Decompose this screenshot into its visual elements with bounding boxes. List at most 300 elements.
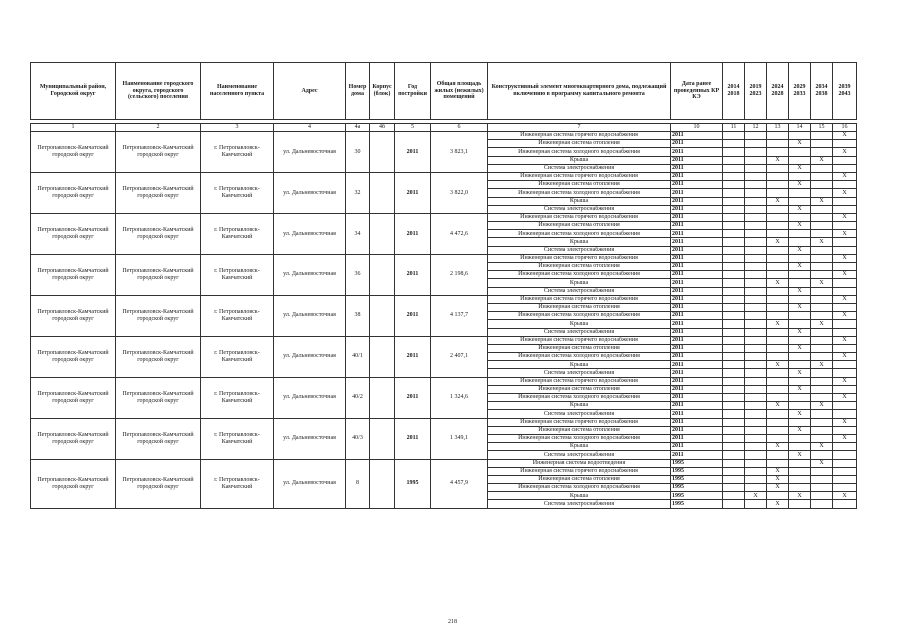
period-mark-cell bbox=[745, 238, 767, 246]
repair-date-cell: 2011 bbox=[671, 140, 723, 148]
column-number: 3 bbox=[201, 124, 274, 132]
period-mark-cell bbox=[745, 475, 767, 483]
street-cell: ул. Дальневосточная bbox=[274, 418, 346, 459]
period-mark-cell bbox=[811, 418, 833, 426]
period-mark-cell bbox=[833, 303, 857, 311]
period-mark-cell: X bbox=[833, 434, 857, 442]
period-mark-cell bbox=[833, 246, 857, 254]
period-mark-cell bbox=[811, 164, 833, 172]
period-mark-cell bbox=[811, 254, 833, 262]
period-mark-cell bbox=[723, 467, 745, 475]
repair-date-cell: 2011 bbox=[671, 246, 723, 254]
district-cell: Петропавловск-Камчатский городской округ bbox=[31, 295, 116, 336]
repair-date-cell: 2011 bbox=[671, 451, 723, 459]
period-mark-cell bbox=[789, 402, 811, 410]
repair-date-cell: 2011 bbox=[671, 402, 723, 410]
period-mark-cell bbox=[723, 189, 745, 197]
period-mark-cell bbox=[745, 213, 767, 221]
table-row bbox=[31, 459, 857, 467]
period-mark-cell bbox=[767, 287, 789, 295]
house-number-cell: 34 bbox=[346, 213, 370, 254]
period-mark-cell: X bbox=[811, 443, 833, 451]
period-mark-cell bbox=[767, 394, 789, 402]
period-mark-cell bbox=[723, 344, 745, 352]
repair-date-cell: 2011 bbox=[671, 238, 723, 246]
period-mark-cell bbox=[723, 295, 745, 303]
period-mark-cell bbox=[789, 238, 811, 246]
repair-date-cell: 2011 bbox=[671, 377, 723, 385]
period-mark-cell bbox=[833, 426, 857, 434]
period-mark-cell bbox=[811, 263, 833, 271]
period-mark-cell bbox=[723, 164, 745, 172]
period-mark-cell bbox=[789, 197, 811, 205]
period-mark-cell bbox=[723, 230, 745, 238]
period-mark-cell bbox=[833, 328, 857, 336]
period-mark-cell: X bbox=[789, 451, 811, 459]
period-mark-cell bbox=[723, 320, 745, 328]
period-mark-cell bbox=[745, 426, 767, 434]
period-mark-cell bbox=[811, 271, 833, 279]
period-mark-cell bbox=[723, 238, 745, 246]
element-cell: Инженерная система горячего водоснабжения bbox=[488, 418, 671, 426]
period-mark-cell bbox=[789, 156, 811, 164]
repair-date-cell: 2011 bbox=[671, 394, 723, 402]
period-mark-cell: X bbox=[767, 475, 789, 483]
period-mark-cell: X bbox=[833, 132, 857, 140]
street-cell: ул. Дальневосточная bbox=[274, 213, 346, 254]
period-mark-cell bbox=[767, 369, 789, 377]
period-mark-cell: X bbox=[833, 189, 857, 197]
period-mark-cell bbox=[789, 295, 811, 303]
period-mark-cell: X bbox=[811, 279, 833, 287]
area-cell: 3 823,1 bbox=[431, 132, 488, 173]
period-mark-cell bbox=[833, 344, 857, 352]
period-mark-cell bbox=[811, 426, 833, 434]
period-mark-cell bbox=[745, 451, 767, 459]
period-mark-cell bbox=[811, 132, 833, 140]
build-year-cell: 2011 bbox=[395, 295, 431, 336]
period-mark-cell bbox=[789, 279, 811, 287]
header-cell: Год постройки bbox=[395, 63, 431, 120]
period-mark-cell bbox=[745, 467, 767, 475]
table-row bbox=[31, 295, 857, 303]
district-cell: Петропавловск-Камчатский городской округ bbox=[31, 336, 116, 377]
header-row bbox=[31, 63, 857, 120]
period-mark-cell bbox=[723, 475, 745, 483]
area-cell: 2 407,1 bbox=[431, 336, 488, 377]
period-mark-cell bbox=[789, 312, 811, 320]
period-mark-cell bbox=[811, 475, 833, 483]
period-mark-cell: X bbox=[789, 492, 811, 500]
column-number: 15 bbox=[811, 124, 833, 132]
repair-date-cell: 1995 bbox=[671, 459, 723, 467]
house-number-cell: 40/2 bbox=[346, 377, 370, 418]
period-mark-cell bbox=[745, 295, 767, 303]
build-year-cell: 2011 bbox=[395, 172, 431, 213]
element-cell: Инженерная система отопления bbox=[488, 426, 671, 434]
locality-cell: г. Петропавловск-Камчатский bbox=[201, 418, 274, 459]
period-mark-cell bbox=[767, 451, 789, 459]
element-cell: Система электроснабжения bbox=[488, 164, 671, 172]
period-mark-cell bbox=[789, 189, 811, 197]
element-cell: Инженерная система холодного водоснабжения bbox=[488, 353, 671, 361]
header-cell: Наименование населенного пункта bbox=[201, 63, 274, 120]
period-mark-cell bbox=[723, 254, 745, 262]
period-mark-cell bbox=[811, 344, 833, 352]
period-mark-cell bbox=[789, 394, 811, 402]
period-mark-cell bbox=[833, 181, 857, 189]
period-mark-cell: X bbox=[789, 328, 811, 336]
house-number-cell: 40/3 bbox=[346, 418, 370, 459]
column-number: 5 bbox=[395, 124, 431, 132]
period-mark-cell bbox=[723, 263, 745, 271]
repair-date-cell: 2011 bbox=[671, 344, 723, 352]
header-cell: 2039 2043 bbox=[833, 63, 857, 120]
period-mark-cell bbox=[833, 205, 857, 213]
element-cell: Система электроснабжения bbox=[488, 369, 671, 377]
period-mark-cell bbox=[723, 222, 745, 230]
repair-date-cell: 2011 bbox=[671, 156, 723, 164]
build-year-cell: 2011 bbox=[395, 418, 431, 459]
period-mark-cell bbox=[723, 451, 745, 459]
period-mark-cell: X bbox=[833, 148, 857, 156]
period-mark-cell: X bbox=[789, 246, 811, 254]
repair-date-cell: 2011 bbox=[671, 410, 723, 418]
period-mark-cell bbox=[723, 156, 745, 164]
period-mark-cell bbox=[811, 451, 833, 459]
element-cell: Инженерная система холодного водоснабжения bbox=[488, 230, 671, 238]
period-mark-cell bbox=[745, 394, 767, 402]
header-cell: 2024 2028 bbox=[767, 63, 789, 120]
period-mark-cell: X bbox=[789, 287, 811, 295]
element-cell: Крыша bbox=[488, 279, 671, 287]
period-mark-cell bbox=[811, 385, 833, 393]
repair-date-cell: 2011 bbox=[671, 434, 723, 442]
settlement-cell: Петропавловск-Камчатский городской округ bbox=[116, 254, 201, 295]
period-mark-cell bbox=[833, 222, 857, 230]
period-mark-cell bbox=[833, 263, 857, 271]
element-cell: Инженерная система холодного водоснабжения bbox=[488, 434, 671, 442]
period-mark-cell bbox=[789, 443, 811, 451]
period-mark-cell: X bbox=[833, 377, 857, 385]
repair-date-cell: 2011 bbox=[671, 426, 723, 434]
period-mark-cell bbox=[745, 279, 767, 287]
period-mark-cell bbox=[767, 230, 789, 238]
period-mark-cell bbox=[745, 197, 767, 205]
period-mark-cell bbox=[789, 475, 811, 483]
column-number: 14 bbox=[789, 124, 811, 132]
build-year-cell: 1995 bbox=[395, 459, 431, 508]
repair-date-cell: 2011 bbox=[671, 164, 723, 172]
period-mark-cell bbox=[767, 426, 789, 434]
element-cell: Крыша bbox=[488, 443, 671, 451]
header-cell: Общая площадь жилых (нежилых) помещений bbox=[431, 63, 488, 120]
period-mark-cell bbox=[723, 181, 745, 189]
period-mark-cell bbox=[745, 312, 767, 320]
element-cell: Инженерная система горячего водоснабжения bbox=[488, 254, 671, 262]
period-mark-cell bbox=[723, 385, 745, 393]
element-cell: Система электроснабжения bbox=[488, 328, 671, 336]
period-mark-cell: X bbox=[767, 197, 789, 205]
element-cell: Система электроснабжения bbox=[488, 500, 671, 508]
repair-date-cell: 2011 bbox=[671, 295, 723, 303]
period-mark-cell: X bbox=[767, 467, 789, 475]
element-cell: Инженерная система холодного водоснабжения bbox=[488, 189, 671, 197]
period-mark-cell bbox=[723, 459, 745, 467]
period-mark-cell: X bbox=[833, 271, 857, 279]
period-mark-cell bbox=[833, 361, 857, 369]
period-mark-cell bbox=[767, 418, 789, 426]
element-cell: Инженерная система отопления bbox=[488, 222, 671, 230]
period-mark-cell: X bbox=[833, 312, 857, 320]
period-mark-cell bbox=[789, 213, 811, 221]
repair-date-cell: 1995 bbox=[671, 500, 723, 508]
period-mark-cell bbox=[723, 402, 745, 410]
house-number-cell: 32 bbox=[346, 172, 370, 213]
district-cell: Петропавловск-Камчатский городской округ bbox=[31, 172, 116, 213]
district-cell: Петропавловск-Камчатский городской округ bbox=[31, 254, 116, 295]
area-cell: 1 324,6 bbox=[431, 377, 488, 418]
corpus-cell bbox=[370, 336, 395, 377]
period-mark-cell: X bbox=[811, 238, 833, 246]
period-mark-cell bbox=[745, 402, 767, 410]
period-mark-cell: X bbox=[789, 181, 811, 189]
period-mark-cell bbox=[833, 279, 857, 287]
street-cell: ул. Дальневосточная bbox=[274, 132, 346, 173]
locality-cell: г. Петропавловск-Камчатский bbox=[201, 377, 274, 418]
repair-date-cell: 2011 bbox=[671, 418, 723, 426]
period-mark-cell bbox=[745, 205, 767, 213]
column-number: 7 bbox=[488, 124, 671, 132]
period-mark-cell bbox=[723, 140, 745, 148]
period-mark-cell bbox=[745, 353, 767, 361]
period-mark-cell bbox=[745, 320, 767, 328]
period-mark-cell: X bbox=[767, 156, 789, 164]
period-mark-cell bbox=[789, 148, 811, 156]
period-mark-cell bbox=[767, 172, 789, 180]
period-mark-cell bbox=[789, 467, 811, 475]
repair-date-cell: 1995 bbox=[671, 492, 723, 500]
period-mark-cell bbox=[833, 451, 857, 459]
period-mark-cell: X bbox=[811, 320, 833, 328]
house-number-cell: 30 bbox=[346, 132, 370, 173]
period-mark-cell bbox=[767, 459, 789, 467]
period-mark-cell bbox=[745, 344, 767, 352]
period-mark-cell bbox=[767, 385, 789, 393]
settlement-cell: Петропавловск-Камчатский городской округ bbox=[116, 377, 201, 418]
build-year-cell: 2011 bbox=[395, 132, 431, 173]
period-mark-cell bbox=[811, 312, 833, 320]
area-cell: 4 457,9 bbox=[431, 459, 488, 508]
period-mark-cell bbox=[745, 263, 767, 271]
column-number: 2 bbox=[116, 124, 201, 132]
period-mark-cell bbox=[723, 132, 745, 140]
locality-cell: г. Петропавловск-Камчатский bbox=[201, 213, 274, 254]
table-row bbox=[31, 377, 857, 385]
period-mark-cell bbox=[833, 500, 857, 508]
locality-cell: г. Петропавловск-Камчатский bbox=[201, 459, 274, 508]
header-cell: Конструктивный элемент многоквартирного дома, подлежащий включению в программу капитального ремонта bbox=[488, 63, 671, 120]
period-mark-cell: X bbox=[811, 156, 833, 164]
repair-date-cell: 2011 bbox=[671, 197, 723, 205]
period-mark-cell bbox=[833, 369, 857, 377]
period-mark-cell: X bbox=[767, 402, 789, 410]
period-mark-cell bbox=[745, 361, 767, 369]
period-mark-cell: X bbox=[789, 140, 811, 148]
period-mark-cell bbox=[811, 246, 833, 254]
period-mark-cell bbox=[723, 484, 745, 492]
period-mark-cell bbox=[789, 172, 811, 180]
period-mark-cell bbox=[833, 402, 857, 410]
period-mark-cell bbox=[811, 484, 833, 492]
period-mark-cell bbox=[811, 287, 833, 295]
element-cell: Система электроснабжения bbox=[488, 246, 671, 254]
period-mark-cell bbox=[789, 271, 811, 279]
period-mark-cell bbox=[745, 303, 767, 311]
period-mark-cell bbox=[767, 205, 789, 213]
table-row bbox=[31, 172, 857, 180]
element-cell: Инженерная система холодного водоснабжения bbox=[488, 148, 671, 156]
settlement-cell: Петропавловск-Камчатский городской округ bbox=[116, 418, 201, 459]
period-mark-cell: X bbox=[833, 230, 857, 238]
period-mark-cell bbox=[745, 336, 767, 344]
repair-date-cell: 2011 bbox=[671, 132, 723, 140]
element-cell: Инженерная система отопления bbox=[488, 475, 671, 483]
period-mark-cell bbox=[833, 475, 857, 483]
period-mark-cell bbox=[789, 459, 811, 467]
period-mark-cell bbox=[723, 279, 745, 287]
period-mark-cell bbox=[745, 230, 767, 238]
period-mark-cell: X bbox=[767, 320, 789, 328]
period-mark-cell bbox=[833, 443, 857, 451]
period-mark-cell bbox=[723, 312, 745, 320]
settlement-cell: Петропавловск-Камчатский городской округ bbox=[116, 132, 201, 173]
header-cell: Дата ранее проведенных КР КЭ bbox=[671, 63, 723, 120]
header-cell: Номер дома bbox=[346, 63, 370, 120]
period-mark-cell bbox=[745, 271, 767, 279]
period-mark-cell bbox=[723, 394, 745, 402]
element-cell: Инженерная система холодного водоснабжения bbox=[488, 312, 671, 320]
period-mark-cell bbox=[833, 484, 857, 492]
period-mark-cell bbox=[723, 492, 745, 500]
element-cell: Инженерная система холодного водоснабжения bbox=[488, 484, 671, 492]
element-cell: Инженерная система горячего водоснабжения bbox=[488, 172, 671, 180]
period-mark-cell: X bbox=[789, 222, 811, 230]
element-cell: Инженерная система отопления bbox=[488, 344, 671, 352]
period-mark-cell bbox=[767, 148, 789, 156]
period-mark-cell: X bbox=[811, 361, 833, 369]
street-cell: ул. Дальневосточная bbox=[274, 172, 346, 213]
period-mark-cell bbox=[745, 148, 767, 156]
capital-repair-table bbox=[30, 62, 857, 509]
street-cell: ул. Дальневосточная bbox=[274, 377, 346, 418]
repair-date-cell: 2011 bbox=[671, 353, 723, 361]
period-mark-cell bbox=[833, 156, 857, 164]
element-cell: Инженерная система отопления bbox=[488, 140, 671, 148]
period-mark-cell: X bbox=[833, 336, 857, 344]
period-mark-cell: X bbox=[833, 418, 857, 426]
street-cell: ул. Дальневосточная bbox=[274, 459, 346, 508]
repair-date-cell: 2011 bbox=[671, 320, 723, 328]
period-mark-cell bbox=[811, 434, 833, 442]
period-mark-cell: X bbox=[767, 361, 789, 369]
column-number: 12 bbox=[745, 124, 767, 132]
period-mark-cell: X bbox=[833, 394, 857, 402]
column-number: 11 bbox=[723, 124, 745, 132]
period-mark-cell bbox=[811, 213, 833, 221]
period-mark-cell bbox=[723, 246, 745, 254]
corpus-cell bbox=[370, 295, 395, 336]
period-mark-cell bbox=[833, 410, 857, 418]
element-cell: Крыша bbox=[488, 361, 671, 369]
element-cell: Система электроснабжения bbox=[488, 451, 671, 459]
column-number: 4а bbox=[346, 124, 370, 132]
area-cell: 1 349,1 bbox=[431, 418, 488, 459]
element-cell: Инженерная система отопления bbox=[488, 303, 671, 311]
district-cell: Петропавловск-Камчатский городской округ bbox=[31, 377, 116, 418]
period-mark-cell bbox=[811, 377, 833, 385]
house-number-cell: 40/1 bbox=[346, 336, 370, 377]
period-mark-cell bbox=[745, 484, 767, 492]
build-year-cell: 2011 bbox=[395, 377, 431, 418]
period-mark-cell bbox=[723, 328, 745, 336]
period-mark-cell: X bbox=[811, 459, 833, 467]
table-row bbox=[31, 418, 857, 426]
period-mark-cell bbox=[767, 303, 789, 311]
period-mark-cell bbox=[767, 254, 789, 262]
period-mark-cell bbox=[723, 377, 745, 385]
period-mark-cell: X bbox=[833, 254, 857, 262]
period-mark-cell bbox=[811, 500, 833, 508]
element-cell: Инженерная система горячего водоснабжения bbox=[488, 377, 671, 385]
period-mark-cell bbox=[745, 132, 767, 140]
period-mark-cell bbox=[811, 394, 833, 402]
table-row bbox=[31, 254, 857, 262]
area-cell: 2 198,6 bbox=[431, 254, 488, 295]
period-mark-cell bbox=[745, 172, 767, 180]
repair-date-cell: 2011 bbox=[671, 254, 723, 262]
repair-date-cell: 2011 bbox=[671, 148, 723, 156]
period-mark-cell bbox=[767, 492, 789, 500]
period-mark-cell bbox=[767, 140, 789, 148]
corpus-cell bbox=[370, 172, 395, 213]
page-number: 218 bbox=[448, 619, 457, 625]
period-mark-cell bbox=[745, 181, 767, 189]
period-mark-cell bbox=[745, 443, 767, 451]
period-mark-cell bbox=[745, 377, 767, 385]
column-number-row bbox=[31, 124, 857, 132]
period-mark-cell bbox=[723, 172, 745, 180]
repair-date-cell: 1995 bbox=[671, 475, 723, 483]
period-mark-cell: X bbox=[789, 303, 811, 311]
settlement-cell: Петропавловск-Камчатский городской округ bbox=[116, 213, 201, 254]
period-mark-cell: X bbox=[789, 344, 811, 352]
period-mark-cell bbox=[789, 132, 811, 140]
corpus-cell bbox=[370, 418, 395, 459]
period-mark-cell bbox=[833, 287, 857, 295]
period-mark-cell bbox=[767, 246, 789, 254]
period-mark-cell: X bbox=[767, 500, 789, 508]
period-mark-cell bbox=[811, 369, 833, 377]
period-mark-cell bbox=[767, 222, 789, 230]
locality-cell: г. Петропавловск-Камчатский bbox=[201, 336, 274, 377]
period-mark-cell bbox=[767, 164, 789, 172]
period-mark-cell: X bbox=[811, 197, 833, 205]
corpus-cell bbox=[370, 132, 395, 173]
period-mark-cell bbox=[789, 254, 811, 262]
period-mark-cell bbox=[789, 500, 811, 508]
period-mark-cell bbox=[789, 434, 811, 442]
